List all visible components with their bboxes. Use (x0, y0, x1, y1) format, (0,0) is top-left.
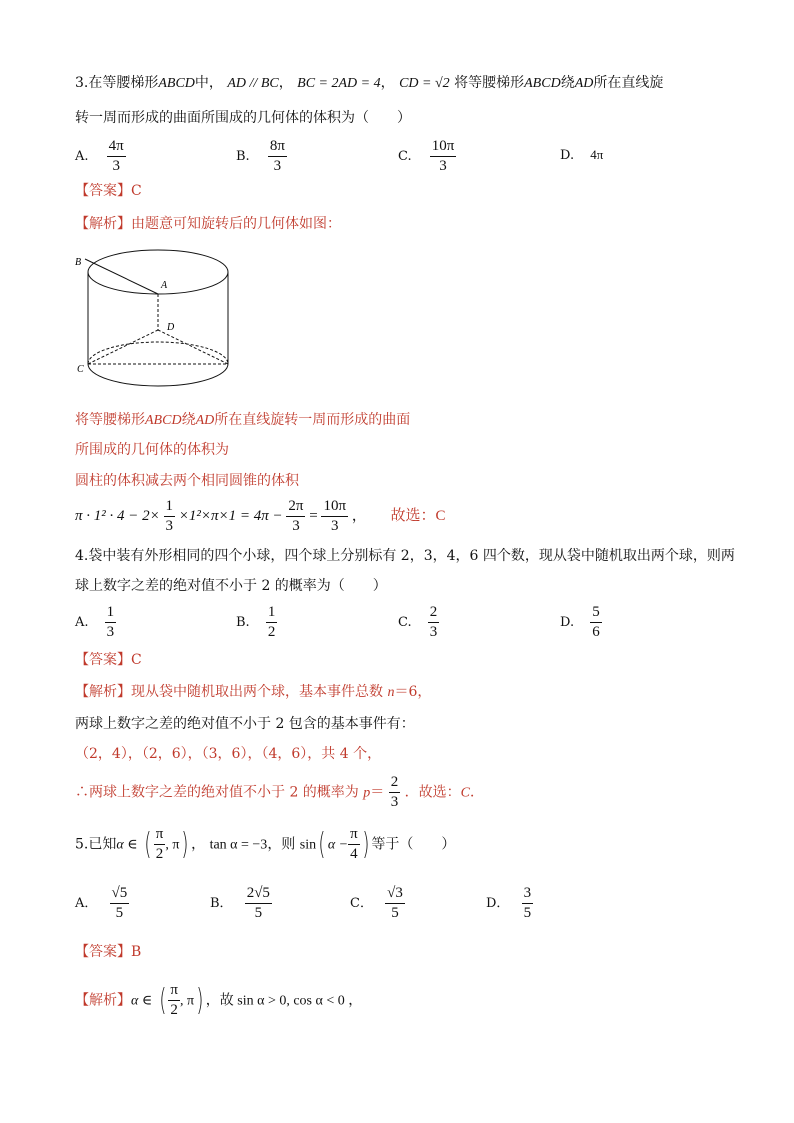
q5-option-b: B． $\frac{2√5}{5}$ (210, 885, 270, 921)
q4-stem-line2: 球上数字之差的绝对值不小于 2 的概率为（ ） (75, 578, 387, 594)
cylinder-figure (70, 246, 240, 396)
q3-stem-line1: 3.在等腰梯形ABCD中， AD // BC， BC = 2AD = 4， CD = √2 将等腰梯形ABCD绕AD所在直线旋 (75, 75, 664, 91)
label-a: A (161, 280, 168, 291)
q4-stem-line1: 4.袋中装有外形相同的四个小球，四个球上分别标有 2，3，4，6 四个数，现从袋中随机取出两个球，则两 (75, 548, 735, 564)
q5-answer: 【答案】B (75, 944, 142, 960)
q4-option-a: A. $\frac{1}{3}$ (75, 604, 115, 640)
q3-stem-line2: 转一周而形成的曲面所围成的几何体的体积为（ ） (75, 110, 411, 126)
q4-option-d: D. $\frac{5}{6}$ (560, 604, 600, 640)
q3-formula: π · 1² · 4 − 2× $\frac{1}{3}$ ×1²×π×1 = 4π − $\frac{2\pi}{3}$ = $\frac{10\pi}{3}$ ， 故选：C (75, 498, 446, 534)
q3-option-a: A. $\frac{4\pi}{3}$ (75, 138, 124, 174)
q4-option-c: C. $\frac{2}{3}$ (398, 604, 438, 640)
q3-analysis-intro: 【解析】由题意可知旋转后的几何体如图： (75, 216, 341, 232)
q3-expl-line1: 将等腰梯形ABCD绕AD所在直线旋转一周而形成的曲面 (75, 412, 411, 428)
q3-expl-line3: 圆柱的体积减去两个相同圆锥的体积 (75, 473, 299, 489)
q5-stem: 5.已知α ∈ ( $\frac{\pi}{2}$ , π) ， tan α = −3，则 sin( α − $\frac{\pi}{4}$ ) 等于（ ） (75, 826, 456, 862)
q4-expl-line2: （2，4），（2，6），（3，6），（4，6），共 4 个， (75, 746, 382, 762)
q3-option-c: C. $\frac{10\pi}{3}$ (398, 138, 455, 174)
q5-option-a: A． $\frac{√5}{5}$ (75, 885, 128, 921)
q3-expl-line2: 所围成的几何体的体积为 (75, 442, 229, 458)
q4-expl-line1: 两球上数字之差的绝对值不小于 2 包含的基本事件有： (75, 716, 415, 732)
q3-option-b: B. $\frac{8\pi}{3}$ (236, 138, 285, 174)
q4-option-b: B. $\frac{1}{2}$ (236, 604, 276, 640)
label-c: C (77, 364, 84, 375)
label-b: B (75, 257, 82, 268)
q3-option-d: D. 4π (560, 147, 604, 163)
q5-analysis: 【解析】α ∈ ( $\frac{\pi}{2}$ , π) ，故 sin α > 0, cos α < 0 ， (75, 982, 363, 1018)
q3-answer: 【答案】C (75, 183, 142, 199)
q5-option-d: D． $\frac{3}{5}$ (486, 885, 532, 921)
q4-expl-line3: ∴两球上数字之差的绝对值不小于 2 的概率为 p＝ $\frac{2}{3}$ ．故选：C． (75, 774, 485, 810)
q4-analysis: 【解析】现从袋中随机取出两个球，基本事件总数 n＝6， (75, 684, 432, 700)
label-d: D (167, 322, 175, 333)
q4-answer: 【答案】C (75, 652, 142, 668)
q5-option-c: C． $\frac{√3}{5}$ (350, 885, 403, 921)
